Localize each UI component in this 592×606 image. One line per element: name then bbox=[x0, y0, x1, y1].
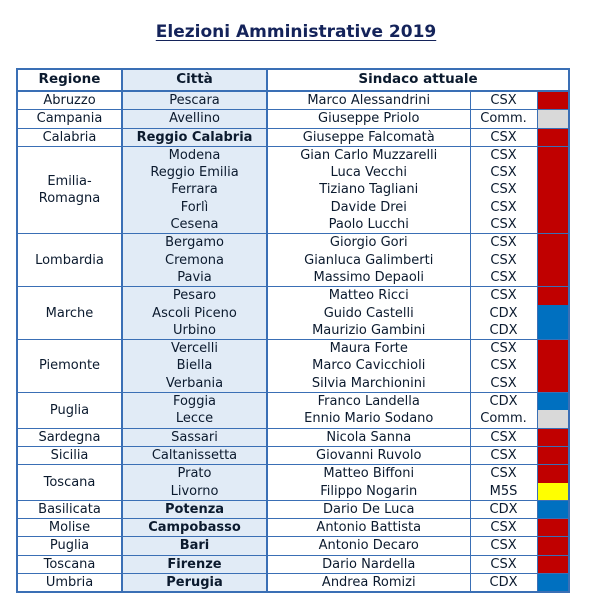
mayor-cell: Tiziano Tagliani bbox=[319, 182, 419, 198]
party-color-swatch bbox=[537, 428, 569, 446]
mayor-cell: Guido Castelli bbox=[323, 305, 414, 321]
mayor-cell: Marco Alessandrini bbox=[267, 91, 470, 110]
party-cell: CSX bbox=[470, 519, 537, 537]
party-cell: CSX bbox=[470, 428, 537, 446]
party-color-swatch bbox=[537, 574, 569, 593]
header-sindaco: Sindaco attuale bbox=[267, 69, 569, 91]
city-cell: Ascoli Piceno bbox=[122, 305, 267, 322]
city-cell: Sassari bbox=[122, 428, 267, 446]
party-cell: CSX bbox=[470, 216, 537, 234]
party-cell: CSX bbox=[470, 91, 537, 110]
party-color-swatch bbox=[537, 519, 569, 537]
party-color-swatch bbox=[537, 287, 569, 305]
party-color-swatch bbox=[537, 164, 569, 181]
mayor-cell: Filippo Nogarin bbox=[320, 483, 418, 499]
mayor-cell: Paolo Lucchi bbox=[328, 217, 409, 233]
party-cell: CDX bbox=[470, 322, 537, 340]
party-color-swatch bbox=[537, 465, 569, 483]
mayor-cell: Dario De Luca bbox=[267, 500, 470, 518]
mayor-cell: Davide Drei bbox=[330, 199, 407, 215]
party-cell: CSX bbox=[470, 181, 537, 198]
city-cell: Caltanissetta bbox=[122, 446, 267, 464]
party-color-swatch bbox=[537, 410, 569, 428]
party-color-swatch bbox=[537, 483, 569, 501]
region-cell: Toscana bbox=[17, 465, 122, 501]
mayor-cell: Luca Vecchi bbox=[330, 165, 408, 181]
region-cell: Campania bbox=[17, 110, 122, 128]
region-cell: Puglia bbox=[17, 393, 122, 429]
party-cell: CSX bbox=[470, 340, 537, 358]
mayor-cell: Giorgio Gori bbox=[267, 234, 470, 252]
city-cell: Reggio Emilia bbox=[122, 164, 267, 181]
table-header-row bbox=[17, 69, 569, 91]
region-cell: Marche bbox=[17, 287, 122, 340]
party-color-swatch bbox=[537, 110, 569, 128]
party-cell: CDX bbox=[470, 393, 537, 411]
city-cell: Ferrara bbox=[122, 181, 267, 198]
party-cell: CSX bbox=[470, 128, 537, 146]
region-cell: Abruzzo bbox=[17, 91, 122, 110]
party-color-swatch bbox=[537, 216, 569, 234]
header-regione: Regione bbox=[17, 69, 122, 91]
party-cell: CSX bbox=[470, 164, 537, 181]
city-cell: Avellino bbox=[122, 110, 267, 128]
region-cell: Puglia bbox=[17, 537, 122, 555]
party-cell: CSX bbox=[470, 252, 537, 269]
city-cell: Bergamo bbox=[122, 234, 267, 252]
city-cell: Urbino bbox=[122, 322, 267, 340]
table-row bbox=[17, 146, 569, 164]
city-cell: Pesaro bbox=[122, 287, 267, 305]
party-cell: Comm. bbox=[470, 110, 537, 128]
city-cell: Potenza bbox=[122, 500, 267, 518]
party-cell: CDX bbox=[470, 574, 537, 593]
mayor-cell: Giuseppe Priolo bbox=[267, 110, 470, 128]
table-body bbox=[17, 91, 569, 592]
region-cell: Lombardia bbox=[17, 234, 122, 287]
party-color-swatch bbox=[537, 146, 569, 164]
region-cell: Molise bbox=[17, 519, 122, 537]
table-row bbox=[17, 446, 569, 464]
table-row bbox=[17, 234, 569, 252]
mayor-cell: Marco Cavicchioli bbox=[312, 358, 426, 374]
page-title-text: Elezioni Amministrative 2019 bbox=[155, 22, 437, 42]
mayor-cell: Silvia Marchionini bbox=[311, 375, 426, 391]
page-title bbox=[0, 22, 592, 42]
city-cell: Biella bbox=[122, 357, 267, 374]
party-cell: CSX bbox=[470, 287, 537, 305]
region-cell: Basilicata bbox=[17, 500, 122, 518]
party-cell: CDX bbox=[470, 500, 537, 518]
mayor-cell: Gian Carlo Muzzarelli bbox=[267, 146, 470, 164]
city-cell: Pescara bbox=[122, 91, 267, 110]
table-row bbox=[17, 287, 569, 305]
table-row bbox=[17, 537, 569, 555]
city-cell: Bari bbox=[122, 537, 267, 555]
party-color-swatch bbox=[537, 446, 569, 464]
city-cell: Lecce bbox=[122, 410, 267, 428]
city-cell: Perugia bbox=[122, 574, 267, 593]
party-cell: CSX bbox=[470, 465, 537, 483]
party-color-swatch bbox=[537, 199, 569, 216]
mayor-cell: Franco Landella bbox=[267, 393, 470, 411]
party-cell: CSX bbox=[470, 199, 537, 216]
party-cell: CSX bbox=[470, 146, 537, 164]
city-cell: Prato bbox=[122, 465, 267, 483]
mayor-cell: Andrea Romizi bbox=[267, 574, 470, 593]
party-cell: CSX bbox=[470, 537, 537, 555]
mayor-cell: Antonio Decaro bbox=[267, 537, 470, 555]
party-cell: CSX bbox=[470, 555, 537, 573]
city-cell: Forlì bbox=[122, 199, 267, 216]
header-citta: Città bbox=[122, 69, 267, 91]
table-row bbox=[17, 574, 569, 593]
election-table bbox=[16, 68, 570, 593]
mayor-cell: Nicola Sanna bbox=[267, 428, 470, 446]
region-cell: Calabria bbox=[17, 128, 122, 146]
city-cell: Foggia bbox=[122, 393, 267, 411]
party-color-swatch bbox=[537, 357, 569, 374]
party-color-swatch bbox=[537, 234, 569, 252]
party-cell: Comm. bbox=[470, 410, 537, 428]
party-cell: CDX bbox=[470, 305, 537, 322]
region-cell: Sardegna bbox=[17, 428, 122, 446]
party-cell: CSX bbox=[470, 357, 537, 374]
region-cell: Sicilia bbox=[17, 446, 122, 464]
party-color-swatch bbox=[537, 269, 569, 287]
party-color-swatch bbox=[537, 128, 569, 146]
mayor-cell: Massimo Depaoli bbox=[313, 269, 424, 285]
table-row bbox=[17, 110, 569, 128]
table-row bbox=[17, 555, 569, 573]
party-cell: CSX bbox=[470, 375, 537, 393]
city-cell: Verbania bbox=[122, 375, 267, 393]
city-cell: Campobasso bbox=[122, 519, 267, 537]
party-color-swatch bbox=[537, 537, 569, 555]
region-cell: Piemonte bbox=[17, 340, 122, 393]
table-row bbox=[17, 393, 569, 411]
mayor-cell: Maurizio Gambini bbox=[312, 322, 426, 338]
party-color-swatch bbox=[537, 305, 569, 322]
party-cell: M5S bbox=[470, 483, 537, 501]
party-color-swatch bbox=[537, 252, 569, 269]
mayor-cell: Matteo Ricci bbox=[267, 287, 470, 305]
mayor-cell: Antonio Battista bbox=[267, 519, 470, 537]
city-cell: Pavia bbox=[122, 269, 267, 287]
party-cell: CSX bbox=[470, 269, 537, 287]
mayor-cell: Maura Forte bbox=[267, 340, 470, 358]
mayor-cell: Giuseppe Falcomatà bbox=[267, 128, 470, 146]
party-color-swatch bbox=[537, 500, 569, 518]
city-cell: Firenze bbox=[122, 555, 267, 573]
mayor-cell: Ennio Mario Sodano bbox=[304, 411, 434, 427]
city-cell: Cesena bbox=[122, 216, 267, 234]
city-cell: Vercelli bbox=[122, 340, 267, 358]
table-row bbox=[17, 519, 569, 537]
region-cell: Toscana bbox=[17, 555, 122, 573]
city-cell: Livorno bbox=[122, 483, 267, 501]
mayor-cell: Matteo Biffoni bbox=[267, 465, 470, 483]
table-row bbox=[17, 128, 569, 146]
party-color-swatch bbox=[537, 91, 569, 110]
party-cell: CSX bbox=[470, 446, 537, 464]
party-color-swatch bbox=[537, 555, 569, 573]
table-row bbox=[17, 91, 569, 110]
mayor-cell: Gianluca Galimberti bbox=[304, 252, 434, 268]
city-cell: Cremona bbox=[122, 252, 267, 269]
city-cell: Modena bbox=[122, 146, 267, 164]
party-cell: CSX bbox=[470, 234, 537, 252]
table-row bbox=[17, 340, 569, 358]
party-color-swatch bbox=[537, 393, 569, 411]
city-cell: Reggio Calabria bbox=[122, 128, 267, 146]
table-row bbox=[17, 465, 569, 483]
table-row bbox=[17, 428, 569, 446]
party-color-swatch bbox=[537, 375, 569, 393]
mayor-cell: Dario Nardella bbox=[267, 555, 470, 573]
party-color-swatch bbox=[537, 181, 569, 198]
party-color-swatch bbox=[537, 322, 569, 340]
table-row bbox=[17, 500, 569, 518]
party-color-swatch bbox=[537, 340, 569, 358]
region-cell: Emilia- Romagna bbox=[17, 146, 122, 233]
region-cell: Umbria bbox=[17, 574, 122, 593]
mayor-cell: Giovanni Ruvolo bbox=[267, 446, 470, 464]
